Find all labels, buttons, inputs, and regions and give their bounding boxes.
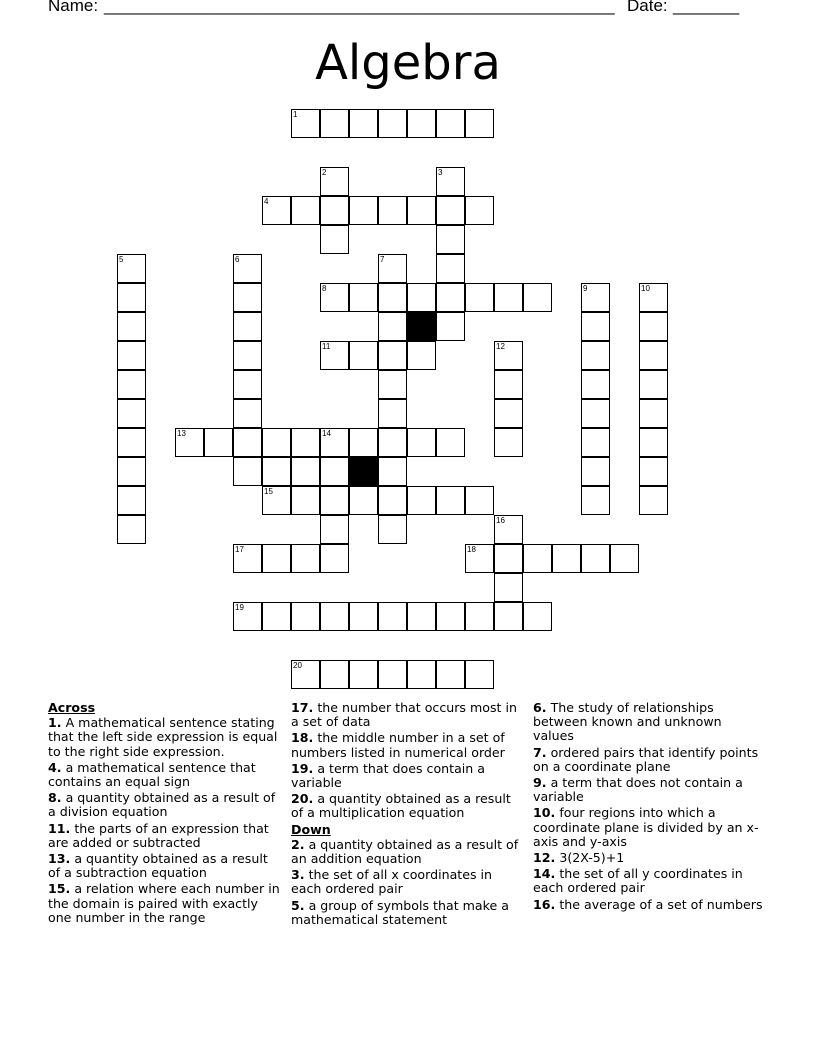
clue-text: the parts of an expression that are added or subtracted: [48, 820, 269, 850]
grid-cell[interactable]: [378, 341, 407, 370]
grid-cell[interactable]: [523, 544, 552, 573]
cell-number: 15: [264, 487, 273, 496]
cell-number: 11: [322, 342, 331, 351]
grid-cell[interactable]: [175, 428, 204, 457]
grid-cell[interactable]: [117, 399, 146, 428]
grid-cell[interactable]: [233, 312, 262, 341]
clue-number: 10.: [533, 805, 556, 821]
grid-cell[interactable]: [639, 486, 668, 515]
grid-cell[interactable]: [552, 544, 581, 573]
clue-number: 6.: [533, 700, 547, 715]
cell-number: 2: [322, 168, 327, 177]
grid-cell[interactable]: [262, 544, 291, 573]
clue-number: 1.: [48, 715, 62, 731]
grid-cell[interactable]: [465, 544, 494, 573]
grid-cell[interactable]: [378, 370, 407, 399]
date-field[interactable]: _______: [673, 0, 740, 15]
grid-cell[interactable]: [262, 602, 291, 631]
grid-cell[interactable]: [320, 544, 349, 573]
clue-number: 16.: [533, 896, 556, 912]
grid-cell[interactable]: [349, 196, 378, 225]
grid-cell[interactable]: [639, 312, 668, 341]
grid-cell[interactable]: [494, 283, 523, 312]
grid-cell[interactable]: [262, 486, 291, 515]
date-label: Date:: [627, 0, 668, 15]
grid-cell[interactable]: [349, 602, 378, 631]
clue-text: a quantity obtained as a result of a division equation: [48, 790, 276, 820]
clue-item: [291, 838, 523, 866]
cell-number: 5: [119, 255, 124, 264]
grid-cell[interactable]: [581, 283, 610, 312]
clue-text: A mathematical sentence stating that the left side expression is equal to the right side expression.: [48, 715, 278, 759]
grid-cell[interactable]: [378, 196, 407, 225]
grid-cell[interactable]: [581, 486, 610, 515]
clue-number: 13.: [48, 851, 71, 867]
cell-number: 16: [496, 516, 505, 525]
down-heading: Down: [291, 821, 331, 837]
grid-cell[interactable]: [581, 544, 610, 573]
clue-number: 14.: [533, 866, 556, 882]
clue-number: 2.: [291, 836, 305, 852]
grid-cell[interactable]: [320, 109, 349, 138]
clue-item: [48, 882, 280, 925]
grid-cell[interactable]: [320, 602, 349, 631]
clue-list-col2-across: [291, 701, 523, 821]
grid-cell[interactable]: [378, 283, 407, 312]
grid-cell[interactable]: [320, 486, 349, 515]
clue-column-1: [48, 701, 280, 927]
grid-cell[interactable]: [436, 486, 465, 515]
grid-cell[interactable]: [117, 457, 146, 486]
grid-cell[interactable]: [378, 486, 407, 515]
cell-number: 9: [583, 284, 588, 293]
clue-item: [533, 776, 765, 804]
name-field[interactable]: ______________________________________________________: [104, 0, 615, 15]
clue-item: [533, 806, 765, 849]
cell-number: 14: [322, 429, 331, 438]
clue-column-3: [533, 701, 765, 914]
grid-cell[interactable]: [436, 167, 465, 196]
clue-item: [533, 701, 765, 744]
grid-cell[interactable]: [436, 312, 465, 341]
grid-cell[interactable]: [291, 544, 320, 573]
grid-cell[interactable]: [117, 428, 146, 457]
grid-cell[interactable]: [378, 109, 407, 138]
grid-cell[interactable]: [436, 428, 465, 457]
grid-cell[interactable]: [610, 544, 639, 573]
grid-cell[interactable]: [233, 428, 262, 457]
cell-number: 8: [322, 284, 327, 293]
clue-text: a relation where each number in the domain is paired with exactly one number in the range: [48, 881, 280, 925]
grid-cell[interactable]: [233, 254, 262, 283]
cell-number: 18: [467, 545, 476, 554]
clue-item: [291, 762, 523, 790]
grid-cell[interactable]: [320, 660, 349, 689]
grid-cell[interactable]: [407, 283, 436, 312]
clue-number: 7.: [533, 744, 547, 760]
grid-cell[interactable]: [320, 196, 349, 225]
name-label: Name:: [48, 0, 99, 15]
grid-cell[interactable]: [436, 283, 465, 312]
cell-number: 4: [264, 197, 269, 206]
grid-cell[interactable]: [233, 399, 262, 428]
grid-cell[interactable]: [581, 312, 610, 341]
clue-number: 9.: [533, 775, 547, 791]
cell-number: 20: [293, 661, 302, 670]
grid-cell[interactable]: [581, 341, 610, 370]
grid-cell[interactable]: [494, 515, 523, 544]
clue-text: 3(2X-5)+1: [555, 850, 625, 866]
grid-cell[interactable]: [320, 167, 349, 196]
puzzle-title: Algebra: [315, 35, 501, 91]
clue-number: 19.: [291, 760, 314, 776]
grid-cell[interactable]: [320, 341, 349, 370]
grid-cell[interactable]: [378, 428, 407, 457]
grid-cell[interactable]: [349, 341, 378, 370]
grid-cell[interactable]: [349, 428, 378, 457]
grid-cell[interactable]: [262, 428, 291, 457]
clue-item: [291, 868, 523, 896]
grid-cell[interactable]: [291, 602, 320, 631]
cell-number: 13: [177, 429, 186, 438]
clue-column-2: [291, 701, 523, 929]
grid-cell[interactable]: [117, 254, 146, 283]
grid-cell[interactable]: [349, 486, 378, 515]
clue-item: [533, 746, 765, 774]
clue-number: 18.: [291, 730, 314, 746]
grid-cell[interactable]: [233, 341, 262, 370]
clue-text: a quantity obtained as a result of an addition equation: [291, 836, 519, 867]
black-cell: [349, 457, 378, 486]
grid-cell[interactable]: [639, 399, 668, 428]
cell-number: 17: [235, 545, 244, 554]
clue-item: [533, 851, 765, 865]
clue-text: ordered pairs that identify points on a coordinate plane: [533, 744, 759, 774]
grid-cell[interactable]: [407, 602, 436, 631]
cell-number: 1: [293, 110, 298, 119]
clue-item: [48, 791, 280, 819]
clue-item: [48, 716, 280, 759]
grid-cell[interactable]: [349, 283, 378, 312]
cell-number: 19: [235, 603, 244, 612]
grid-cell[interactable]: [320, 457, 349, 486]
grid-cell[interactable]: [320, 283, 349, 312]
grid-cell[interactable]: [436, 225, 465, 254]
clue-text: the number that occurs most in a set of data: [291, 700, 517, 730]
grid-cell[interactable]: [291, 109, 320, 138]
grid-cell[interactable]: [494, 544, 523, 573]
grid-cell[interactable]: [320, 428, 349, 457]
clue-number: 15.: [48, 881, 71, 897]
grid-cell[interactable]: [117, 312, 146, 341]
grid-cell[interactable]: [117, 515, 146, 544]
grid-cell[interactable]: [436, 109, 465, 138]
clue-number: 11.: [48, 820, 71, 836]
clue-number: 8.: [48, 790, 62, 806]
grid-cell[interactable]: [494, 399, 523, 428]
grid-cell[interactable]: [117, 341, 146, 370]
grid-cell[interactable]: [639, 370, 668, 399]
clue-text: a quantity obtained as a result of a multiplication equation: [291, 791, 511, 821]
grid-cell[interactable]: [378, 602, 407, 631]
clue-list-col2-down: [291, 838, 523, 927]
clue-item: [48, 822, 280, 850]
grid-cell[interactable]: [465, 602, 494, 631]
cell-number: 12: [496, 342, 505, 351]
grid-cell[interactable]: [581, 428, 610, 457]
grid-cell[interactable]: [436, 196, 465, 225]
grid-cell[interactable]: [465, 283, 494, 312]
grid-cell[interactable]: [378, 457, 407, 486]
grid-cell[interactable]: [204, 428, 233, 457]
grid-cell[interactable]: [639, 283, 668, 312]
grid-cell[interactable]: [349, 109, 378, 138]
clue-text: a quantity obtained as a result of a subtraction equation: [48, 851, 268, 881]
grid-cell[interactable]: [378, 660, 407, 689]
clue-item: [291, 792, 523, 820]
clue-item: [533, 898, 765, 912]
grid-cell[interactable]: [581, 399, 610, 428]
grid-cell[interactable]: [291, 196, 320, 225]
grid-cell[interactable]: [117, 283, 146, 312]
clue-number: 3.: [291, 867, 305, 883]
grid-cell[interactable]: [320, 515, 349, 544]
across-heading: Across: [48, 700, 96, 715]
grid-cell[interactable]: [407, 196, 436, 225]
grid-cell[interactable]: [436, 254, 465, 283]
grid-cell[interactable]: [407, 660, 436, 689]
grid-cell[interactable]: [233, 457, 262, 486]
grid-cell[interactable]: [523, 602, 552, 631]
grid-cell[interactable]: [494, 573, 523, 602]
clue-text: a mathematical sentence that contains an equal sign: [48, 759, 256, 790]
grid-cell[interactable]: [378, 515, 407, 544]
grid-cell[interactable]: [233, 544, 262, 573]
clue-text: a term that does contain a variable: [291, 760, 486, 791]
grid-cell[interactable]: [407, 428, 436, 457]
grid-cell[interactable]: [378, 312, 407, 341]
grid-cell[interactable]: [494, 602, 523, 631]
grid-cell[interactable]: [262, 196, 291, 225]
grid-cell[interactable]: [291, 486, 320, 515]
grid-cell[interactable]: [407, 341, 436, 370]
cell-number: 7: [380, 255, 385, 264]
grid-cell[interactable]: [639, 428, 668, 457]
grid-cell[interactable]: [262, 457, 291, 486]
grid-cell[interactable]: [117, 370, 146, 399]
clue-number: 5.: [291, 897, 305, 913]
grid-cell[interactable]: [233, 602, 262, 631]
grid-cell[interactable]: [233, 283, 262, 312]
grid-cell[interactable]: [117, 486, 146, 515]
grid-cell[interactable]: [378, 399, 407, 428]
clue-list-col3: [533, 701, 765, 912]
clue-number: 20.: [291, 791, 314, 807]
clue-number: 4.: [48, 759, 62, 775]
grid-cell[interactable]: [494, 428, 523, 457]
grid-cell[interactable]: [523, 283, 552, 312]
grid-cell[interactable]: [436, 660, 465, 689]
clue-item: [48, 761, 280, 789]
grid-cell[interactable]: [407, 486, 436, 515]
grid-cell[interactable]: [465, 109, 494, 138]
cell-number: 10: [641, 284, 650, 293]
grid-cell[interactable]: [291, 660, 320, 689]
grid-cell[interactable]: [581, 457, 610, 486]
black-cell: [407, 312, 436, 341]
cell-number: 6: [235, 255, 240, 264]
clue-number: 12.: [533, 850, 556, 866]
grid-cell[interactable]: [291, 428, 320, 457]
clue-item: [533, 867, 765, 895]
grid-cell[interactable]: [465, 486, 494, 515]
clue-item: [48, 852, 280, 880]
grid-cell[interactable]: [494, 341, 523, 370]
grid-cell[interactable]: [494, 370, 523, 399]
clue-text: a group of symbols that make a mathematical statement: [291, 897, 509, 927]
clue-text: a term that does not contain a variable: [533, 775, 743, 805]
clue-number: 17.: [291, 700, 314, 715]
grid-cell[interactable]: [233, 370, 262, 399]
grid-cell[interactable]: [378, 254, 407, 283]
grid-cell[interactable]: [436, 602, 465, 631]
clue-text: four regions into which a coordinate plane is divided by an x-axis and y-axis: [533, 805, 759, 849]
clue-text: The study of relationships between known and unknown values: [533, 700, 722, 744]
grid-cell[interactable]: [320, 225, 349, 254]
clue-text: the middle number in a set of numbers listed in numerical order: [291, 730, 505, 760]
clue-text: the set of all x coordinates in each ordered pair: [291, 867, 493, 897]
grid-cell[interactable]: [465, 196, 494, 225]
grid-cell[interactable]: [639, 341, 668, 370]
cell-number: 3: [438, 168, 443, 177]
grid-cell[interactable]: [407, 109, 436, 138]
grid-cell[interactable]: [465, 660, 494, 689]
clue-text: the set of all y coordinates in each ordered pair: [533, 866, 743, 896]
grid-cell[interactable]: [581, 370, 610, 399]
clue-item: [291, 731, 523, 759]
grid-cell[interactable]: [291, 457, 320, 486]
clue-list-col1: [48, 716, 280, 925]
clue-item: [291, 899, 523, 927]
grid-cell[interactable]: [349, 660, 378, 689]
clue-item: [291, 701, 523, 729]
clue-text: the average of a set of numbers: [555, 896, 763, 912]
grid-cell[interactable]: [639, 457, 668, 486]
